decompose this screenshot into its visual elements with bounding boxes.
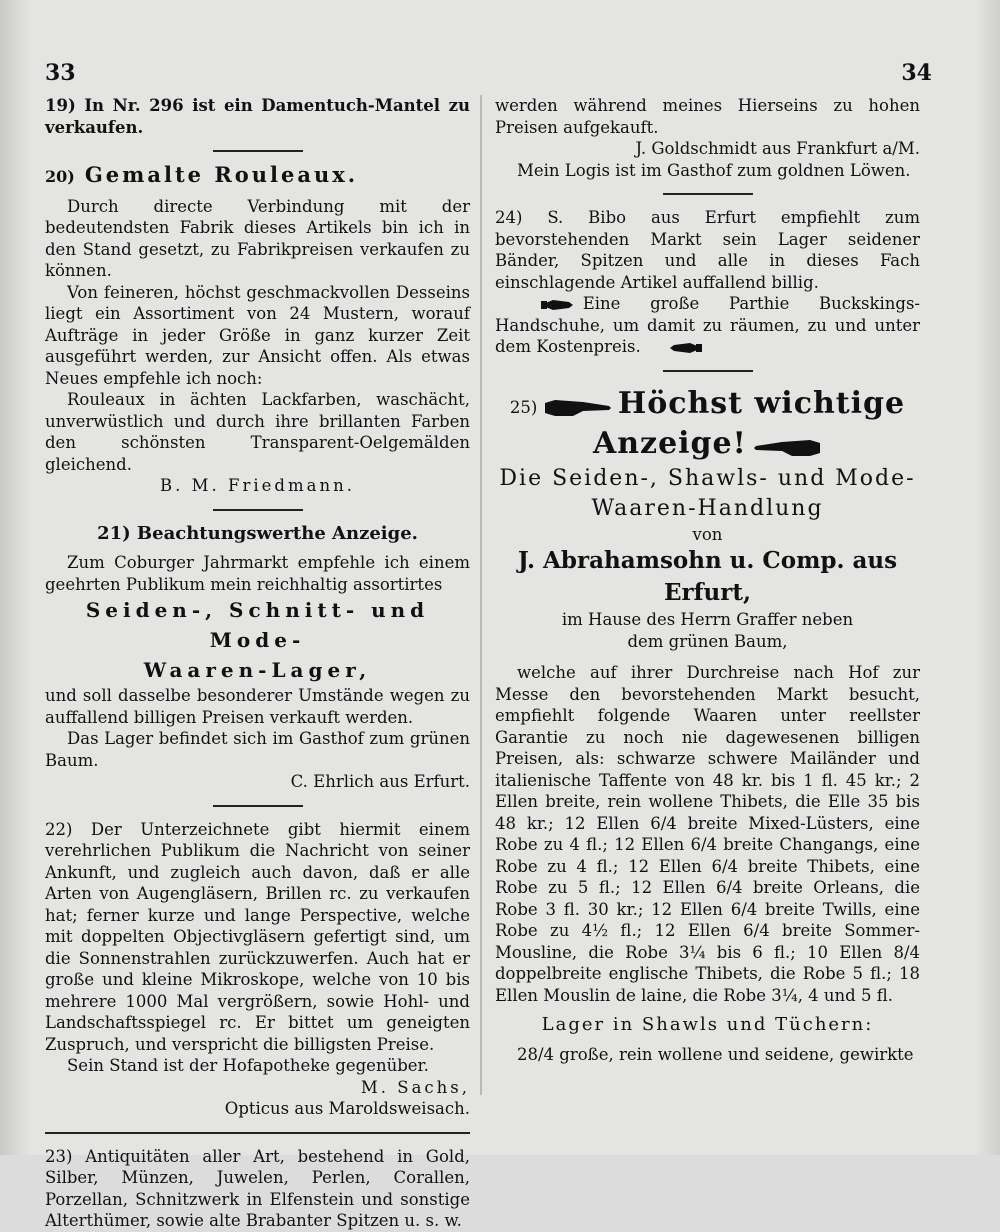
notice-25-location-1: im Hause des Herrn Graffer neben bbox=[561, 610, 854, 629]
notice-25-body: welche auf ihrer Durchreise nach Hof zur Messe den bevorstehenden Markt besucht, empfiehlt folgende Waaren unter reellster Garantie zu noch nie dagewesenen billigen Preisen, als: schwarze schwere Mailänder und italienische Taffente von 48 kr. bis 1 fl. 45 kr.; 2 Ellen breite, rein wollene Thibets, die Elle 35 bis 48 kr.; 12 Ellen 6/4 breite Mixed-Lüsters, eine Robe zu 4 fl.; 12 Ellen 6/4 breite Changangs, eine Robe zu 4 fl.; 12 Ellen 6/4 breite Thibets, eine Robe zu 5 fl.; 12 Ellen 6/4 breite Orleans, die Robe 3 fl. 30 kr.; 12 Ellen 6/4 breite Twills, eine Robe zu 4½ fl.; 12 Ellen 6/4 breite Sommer-Mousline, die Robe 3¼ bis 6 fl.; 10 Ellen 8/4 doppelbreite englische Thibets, die Robe 5 fl.; 18 Ellen Mouslin de laine, die Robe 3¼, 4 und 5 fl. bbox=[495, 663, 920, 1005]
notice-22-signature-name: M. Sachs, bbox=[360, 1077, 470, 1097]
notice-19: 19) In Nr. 296 ist ein Damentuch-Mantel zu verkaufen. bbox=[45, 96, 470, 137]
notice-21-headline-1: Seiden-, Schnitt- und Mode- bbox=[85, 598, 430, 652]
notice-22-paragraph-1: 22) Der Unterzeichnete gibt hiermit einem verehrlichen Publikum die Nachricht von seiner Ankunft, und zugleich auch davon, daß er alle Arten von Augengläsern, Brillen rc. zu verkaufen hat; ferner kurze und lange Perspective, welche mit doppelten Objectivgläsern gefertigt sind, um die Sonnenstrahlen zurückzuwerfen. Auch hat er große und kleine Mikroskope, welche von 10 bis mehrere 1000 Mal vergrößern, sowie Hohl- und Landschaftsspiegel rc. Er bittet um geneigten Zuspruch, und verspricht die billigsten Preise. bbox=[45, 819, 470, 1054]
notice-22-paragraph-2: Sein Stand ist der Hofapotheke gegenüber. bbox=[67, 1056, 429, 1075]
notice-23-signature: J. Goldschmidt aus Frankfurt a/M. bbox=[635, 139, 920, 158]
notice-20-signature: B. M. Friedmann. bbox=[160, 476, 355, 495]
pointing-hand-right-icon bbox=[543, 395, 613, 421]
notice-20-paragraph-2: Von feineren, höchst geschmackvollen Desseins liegt ein Assortiment von 24 Mustern, worauf Aufträge in jeder Größe in ganz kurzer Zeit ausgeführt werden, zur Ansicht offen. Als etwas Neues empfehle ich noch: bbox=[45, 282, 470, 388]
notice-21-paragraph-1: Zum Coburger Jahrmarkt empfehle ich einem geehrten Publikum mein reichhaltig assortirtes bbox=[45, 553, 470, 594]
notice-25-von: von bbox=[692, 524, 723, 544]
page-number-right: 34 bbox=[901, 60, 932, 86]
notice-23: 23) Antiquitäten aller Art, bestehend in Gold, Silber, Münzen, Juwelen, Perlen, Corallen, Porzellan, Schnitzwerk in Elfenstein und sonstige Alterthümer, sowie alte Brabanter Spitzen u. s. w. bbox=[45, 1146, 470, 1230]
pointing-hand-left-icon bbox=[752, 435, 822, 461]
notice-25-number: 25) bbox=[509, 397, 538, 417]
notice-22-signature-place: Opticus aus Maroldsweisach. bbox=[224, 1099, 470, 1118]
notice-25-last-line: 28/4 große, rein wollene und seidene, gewirkte bbox=[517, 1044, 914, 1064]
notice-20-title: Gemalte Rouleaux. bbox=[84, 162, 359, 187]
notice-20-paragraph-3: Rouleaux in ächten Lackfarben, waschächt, unverwüstlich und durch ihre brillanten Farben den schönsten Transparent-Oelgemälden gleichend. bbox=[45, 390, 470, 474]
notice-21-paragraph-2: und soll dasselbe besonderer Umstände wegen zu auffallend billigen Preisen verkauft werden. bbox=[45, 686, 470, 727]
left-page-shadow bbox=[0, 0, 30, 1155]
notice-24-paragraph-1: 24) S. Bibo aus Erfurt empfiehlt zum bevorstehenden Markt sein Lager seidener Bänder, Spitzen und alle in dieses Fach einschlagende Artikel auffallend billig. bbox=[495, 208, 920, 292]
pointing-hand-icon bbox=[517, 296, 553, 314]
notice-21-headline-2: Waaren-Lager, bbox=[143, 658, 372, 682]
pointing-hand-icon bbox=[646, 339, 682, 357]
notice-20-heading bbox=[45, 164, 470, 188]
separator bbox=[663, 193, 753, 195]
notice-23-continued: werden während meines Hierseins zu hohen Preisen aufgekauft. bbox=[495, 96, 920, 137]
notice-21-paragraph-3: Das Lager befindet sich im Gasthof zum grünen Baum. bbox=[45, 729, 470, 770]
notice-20-number: 20) bbox=[45, 167, 75, 186]
separator bbox=[213, 805, 303, 807]
notice-25-heading-2: Waaren-Handlung bbox=[591, 495, 824, 521]
notice-23-logis: Mein Logis ist im Gasthof zum goldnen Löwen. bbox=[517, 160, 911, 180]
separator-full bbox=[45, 1132, 470, 1134]
right-page-shadow bbox=[975, 0, 1000, 1155]
notice-25-firm: J. Abrahamsohn u. Comp. aus Erfurt, bbox=[517, 547, 898, 606]
notice-25-title-line-1 bbox=[495, 384, 920, 424]
notice-21-signature: C. Ehrlich aus Erfurt. bbox=[290, 772, 470, 791]
notice-25-title-1: Höchst wichtige bbox=[617, 385, 906, 421]
notice-25-title-line-2 bbox=[495, 424, 920, 464]
notice-21-title: 21) Beachtungswerthe Anzeige. bbox=[97, 522, 418, 544]
notice-25-location-2: dem grünen Baum, bbox=[627, 631, 788, 651]
notice-20-paragraph-1: Durch directe Verbindung mit der bedeutendsten Fabrik dieses Artikels bin ich in den Stand gesetzt, zu Fabrikpreisen verkaufen zu können. bbox=[45, 196, 470, 280]
separator bbox=[213, 509, 303, 511]
notice-25-lager-heading: Lager in Shawls und Tüchern: bbox=[541, 1014, 874, 1035]
notice-25-title-2: Anzeige! bbox=[592, 425, 747, 461]
notice-24-paragraph-2 bbox=[495, 293, 920, 358]
right-column bbox=[495, 95, 920, 1065]
separator bbox=[213, 150, 303, 152]
column-gutter bbox=[480, 95, 482, 1095]
notice-25-heading-1: Die Seiden-, Shawls- und Mode- bbox=[499, 465, 916, 491]
notice-24-paragraph-2-text: Eine große Parthie Buckskings-Handschuhe, um damit zu räumen, zu und unter dem Kostenpreis. bbox=[495, 294, 921, 356]
separator bbox=[663, 370, 753, 372]
left-column bbox=[45, 95, 470, 1232]
page-number-left: 33 bbox=[45, 60, 76, 86]
